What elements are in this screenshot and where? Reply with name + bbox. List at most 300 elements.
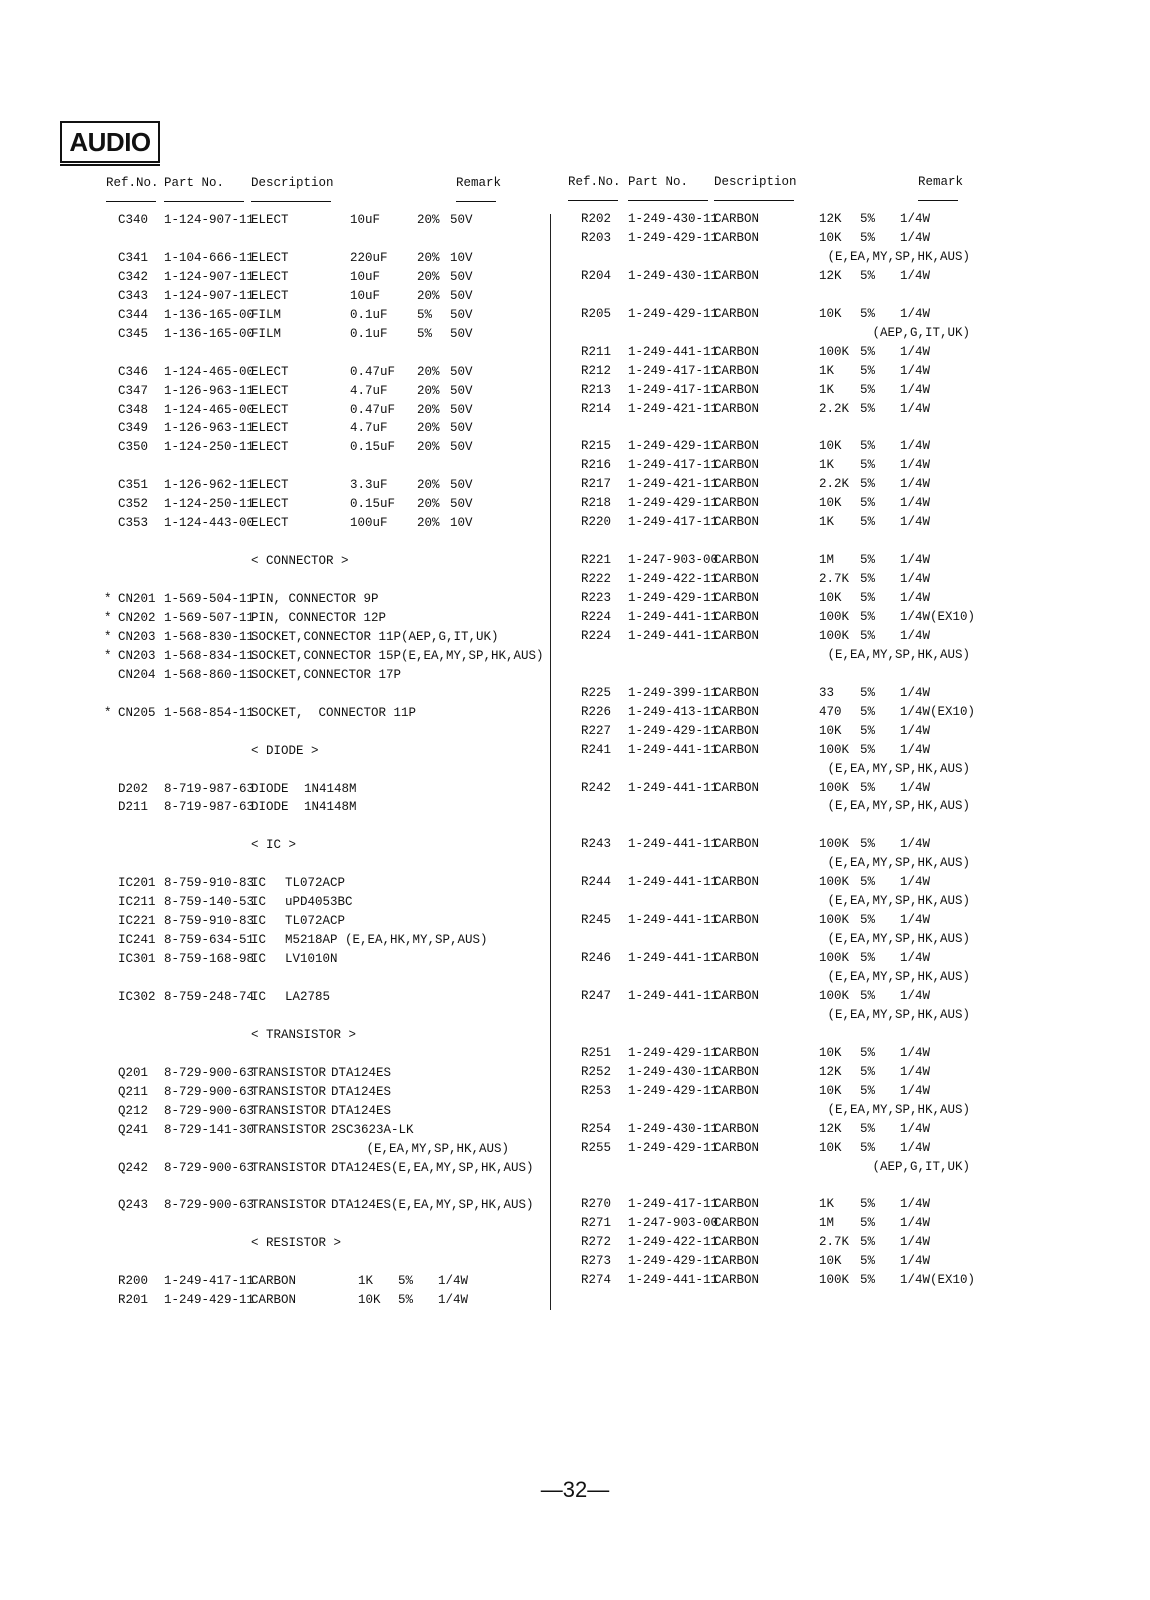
rating: 50V (450, 213, 473, 227)
category-heading: < RESISTOR > (251, 1236, 342, 1251)
description: CARBON (714, 363, 760, 378)
category-heading: < TRANSISTOR > (251, 1027, 357, 1042)
description: TRANSISTOR (251, 1103, 327, 1118)
ref-no: IC301 (118, 952, 156, 967)
tolerance: 5% (860, 458, 876, 473)
description: SOCKET,CONNECTOR 17P (251, 667, 402, 682)
rating: 1/4W(EX10) (900, 1273, 976, 1288)
category-heading: < DIODE > (251, 743, 319, 758)
value: 100K (819, 780, 850, 795)
model: LA2785 (285, 989, 331, 1004)
value: 2.7K (819, 1235, 850, 1250)
ref-no: CN203 (118, 629, 156, 644)
ref-no: IC211 (118, 895, 156, 910)
region-note: (E,EA,MY,SP,HK,AUS) (827, 799, 970, 814)
rating: 1/4W (900, 268, 931, 283)
region-note: (E,EA,MY,SP,HK,AUS) (827, 856, 970, 871)
ref-no: C345 (118, 326, 149, 341)
part-no: 1-124-465-00 (164, 364, 255, 379)
rating: 10V (450, 516, 473, 531)
part-row (0, 1252, 1150, 1271)
right-header-underline-part (628, 200, 708, 201)
part-no: 1-247-903-00 (628, 1216, 719, 1231)
part-no: 1-249-429-11 (628, 496, 719, 511)
value: 33 (819, 685, 835, 700)
tolerance: 5% (398, 1293, 414, 1308)
left-header-ref: Ref.No. (106, 176, 159, 190)
left-header-remark: Remark (456, 176, 502, 190)
ref-no: Q201 (118, 1065, 149, 1080)
description: ELECT (251, 440, 289, 455)
description: CARBON (714, 1216, 760, 1231)
description: CARBON (714, 704, 760, 719)
description: FILM (251, 307, 282, 322)
ref-no: R215 (581, 439, 612, 454)
ref-no: D202 (118, 781, 149, 796)
ref-no: R222 (581, 572, 612, 587)
part-row (0, 1082, 1150, 1101)
model: LV1010N (285, 952, 338, 967)
ref-no: R254 (581, 1121, 612, 1136)
model: DTA124ES (331, 1103, 392, 1118)
description: CARBON (714, 212, 760, 226)
tolerance: 5% (860, 685, 876, 700)
value: 0.1uF (350, 307, 388, 322)
rating: 1/4W (438, 1293, 469, 1308)
ref-no: R221 (581, 553, 612, 568)
description: CARBON (714, 496, 760, 511)
part-no: 1-124-250-11 (164, 497, 255, 512)
description: CARBON (714, 780, 760, 795)
part-no: 1-126-963-11 (164, 383, 255, 398)
description: ELECT (251, 250, 289, 265)
part-row (0, 627, 1150, 646)
part-no: 1-249-430-11 (628, 268, 719, 283)
tolerance: 20% (417, 250, 440, 265)
rating: 50V (450, 307, 473, 322)
tolerance: 20% (417, 421, 440, 436)
part-row (0, 1120, 1150, 1139)
ref-no: R255 (581, 1140, 612, 1155)
ref-no: C341 (118, 250, 149, 265)
ref-no: C343 (118, 288, 149, 303)
rating: 1/4W (900, 1197, 931, 1212)
tolerance: 5% (860, 875, 876, 890)
value: 10uF (350, 213, 381, 227)
description: SOCKET, CONNECTOR 11P (251, 705, 417, 720)
value: 0.15uF (350, 440, 396, 455)
tolerance: 20% (417, 213, 440, 227)
ref-no: R242 (581, 780, 612, 795)
rating: 1/4W (900, 439, 931, 454)
tolerance: 5% (860, 1197, 876, 1212)
part-row (0, 325, 1150, 344)
part-no: 1-247-903-00 (628, 553, 719, 568)
tolerance: 5% (860, 951, 876, 966)
rating: 1/4W (900, 1064, 931, 1079)
ref-no: R201 (118, 1293, 149, 1308)
tolerance: 5% (860, 306, 876, 321)
region-note: (E,EA,MY,SP,HK,AUS) (827, 647, 970, 662)
part-no: 1-249-430-11 (628, 212, 719, 226)
tolerance: 5% (860, 496, 876, 511)
value: 4.7uF (350, 383, 388, 398)
rating: 1/4W (900, 458, 931, 473)
value: 12K (819, 268, 842, 283)
tolerance: 5% (860, 704, 876, 719)
value: 10K (819, 439, 842, 454)
rating: 1/4W (900, 363, 931, 378)
tolerance: 5% (860, 1083, 876, 1098)
part-no: 1-249-441-11 (628, 837, 719, 852)
ref-no: C352 (118, 497, 149, 512)
part-no: 8-729-900-63 (164, 1198, 255, 1213)
part-row (0, 647, 1150, 666)
ref-no: C347 (118, 383, 149, 398)
description: TRANSISTOR (251, 1160, 327, 1175)
part-row (0, 381, 1150, 400)
description: ELECT (251, 269, 289, 284)
rating: 1/4W (900, 837, 931, 852)
part-row (0, 949, 1150, 968)
model: DTA124ES(E,EA,MY,SP,HK,AUS) (331, 1198, 534, 1213)
ref-no: R274 (581, 1273, 612, 1288)
part-row (0, 475, 1150, 494)
tolerance: 5% (860, 1064, 876, 1079)
rating: 1/4W (900, 212, 931, 226)
rating: 50V (450, 478, 473, 493)
description: ELECT (251, 288, 289, 303)
tolerance: 5% (860, 363, 876, 378)
part-no: 8-759-910-83 (164, 914, 255, 929)
ref-no: R211 (581, 344, 612, 359)
model: M5218AP (E,EA,HK,MY,SP,AUS) (285, 933, 488, 948)
part-row (0, 1291, 1150, 1310)
right-header-part: Part No. (628, 175, 689, 189)
part-no: 1-249-422-11 (628, 1235, 719, 1250)
part-row (0, 551, 1150, 570)
part-row (0, 589, 1150, 608)
part-no: 1-249-399-11 (628, 685, 719, 700)
ref-no: R241 (581, 742, 612, 757)
part-row (0, 931, 1150, 950)
part-no: 1-249-441-11 (628, 988, 719, 1003)
part-row (0, 703, 1150, 722)
part-no: 8-729-141-30 (164, 1122, 255, 1137)
description: CARBON (714, 875, 760, 890)
rating: 1/4W (900, 515, 931, 530)
ref-no: R218 (581, 496, 612, 511)
ref-no: Q211 (118, 1084, 149, 1099)
part-row (0, 400, 1150, 419)
part-row (0, 494, 1150, 513)
part-no: 1-249-441-11 (628, 913, 719, 928)
part-no: 1-569-504-11 (164, 592, 255, 606)
part-row (0, 1271, 1150, 1290)
category-heading: < IC > (251, 838, 297, 853)
ref-no: Q241 (118, 1122, 149, 1137)
part-row (0, 911, 1150, 930)
value: 100K (819, 742, 850, 757)
tolerance: 5% (860, 837, 876, 852)
description: CARBON (714, 306, 760, 321)
part-row (0, 835, 1150, 854)
value: 2.2K (819, 477, 850, 492)
rating: 10V (450, 250, 473, 265)
part-row (0, 570, 1150, 589)
part-no: 1-136-165-00 (164, 326, 255, 341)
rating: 1/4W (900, 591, 931, 605)
description: CARBON (714, 230, 760, 245)
part-row (0, 1063, 1150, 1082)
part-row (0, 1102, 1150, 1121)
value: 10K (819, 230, 842, 245)
part-row (0, 779, 1150, 798)
part-row (0, 249, 1150, 268)
ref-no: R223 (581, 591, 612, 605)
description: CARBON (714, 837, 760, 852)
ref-no: Q243 (118, 1198, 149, 1213)
part-no: 1-249-429-11 (628, 1140, 719, 1155)
part-no: 1-124-250-11 (164, 440, 255, 455)
value: 220uF (350, 250, 388, 265)
value: 100K (819, 628, 850, 643)
part-no: 1-136-165-00 (164, 307, 255, 322)
category-heading: < CONNECTOR > (251, 554, 349, 569)
value: 1M (819, 1216, 835, 1231)
value: 1K (819, 382, 835, 397)
part-no: 1-249-417-11 (628, 1197, 719, 1212)
tolerance: 5% (860, 268, 876, 283)
rating: 1/4W (900, 1045, 931, 1060)
value: 12K (819, 1121, 842, 1136)
description: TRANSISTOR (251, 1198, 327, 1213)
value: 1K (819, 458, 835, 473)
ref-no: CN201 (118, 592, 156, 606)
tolerance: 5% (860, 723, 876, 738)
rating: 1/4W (900, 780, 931, 795)
part-no: 1-569-507-11 (164, 610, 255, 625)
rating: 1/4W (438, 1274, 469, 1289)
tolerance: 5% (860, 212, 876, 226)
description: CARBON (714, 439, 760, 454)
tolerance: 20% (417, 402, 440, 417)
ref-no: R244 (581, 875, 612, 890)
part-no: 1-249-441-11 (628, 1273, 719, 1288)
part-no: 8-719-987-63 (164, 781, 255, 796)
tolerance: 20% (417, 497, 440, 512)
value: 10K (819, 1083, 842, 1098)
description: CARBON (714, 572, 760, 587)
description: IC (251, 895, 267, 910)
ref-no: IC302 (118, 989, 156, 1004)
part-no: 8-729-900-63 (164, 1084, 255, 1099)
part-row (0, 437, 1150, 456)
description: CARBON (714, 951, 760, 966)
mark-asterisk: * (104, 629, 112, 644)
tolerance: 20% (417, 478, 440, 493)
value: 100K (819, 837, 850, 852)
value: 100K (819, 344, 850, 359)
tolerance: 5% (860, 1254, 876, 1269)
description: IC (251, 933, 267, 948)
rating: 1/4W (900, 685, 931, 700)
value: 2.7K (819, 572, 850, 587)
rating: 1/4W (900, 742, 931, 757)
tolerance: 5% (860, 382, 876, 397)
rating: 50V (450, 383, 473, 398)
ref-no: CN204 (118, 667, 156, 682)
description: IC (251, 952, 267, 967)
part-no: 1-249-429-11 (164, 1293, 255, 1308)
part-row (0, 722, 1150, 741)
description: CARBON (714, 685, 760, 700)
ref-no: R224 (581, 609, 612, 624)
ref-no: R246 (581, 951, 612, 966)
rating: 1/4W (900, 1254, 931, 1269)
description: CARBON (714, 988, 760, 1003)
part-no: 8-759-168-98 (164, 952, 255, 967)
part-no: 1-568-860-11 (164, 667, 255, 682)
tolerance: 5% (860, 913, 876, 928)
region-note: (E,EA,MY,SP,HK,AUS) (827, 249, 970, 264)
part-no: 1-124-907-11 (164, 269, 255, 284)
part-no: 1-249-417-11 (628, 515, 719, 530)
tolerance: 5% (860, 401, 876, 416)
part-row (0, 343, 1150, 362)
ref-no: R216 (581, 458, 612, 473)
ref-no: C346 (118, 364, 149, 379)
part-no: 1-249-429-11 (628, 1083, 719, 1098)
region-note: (E,EA,MY,SP,HK,AUS) (827, 970, 970, 984)
tolerance: 5% (860, 988, 876, 1003)
part-no: 1-249-441-11 (628, 780, 719, 795)
ref-no: CN205 (118, 705, 156, 720)
description: CARBON (714, 1197, 760, 1212)
value: 0.47uF (350, 402, 396, 417)
description: TRANSISTOR (251, 1122, 327, 1137)
ref-no: C349 (118, 421, 149, 436)
ref-no: R225 (581, 685, 612, 700)
description: FILM (251, 326, 282, 341)
ref-no: IC201 (118, 876, 156, 891)
ref-no: R251 (581, 1045, 612, 1060)
description: CARBON (714, 1121, 760, 1136)
ref-no: R270 (581, 1197, 612, 1212)
tolerance: 20% (417, 383, 440, 398)
rating: 1/4W (900, 230, 931, 245)
ref-no: R217 (581, 477, 612, 492)
ref-no: CN203 (118, 648, 156, 663)
ref-no: R212 (581, 363, 612, 378)
rating: 1/4W (900, 1083, 931, 1098)
left-header-underline-ref (106, 201, 156, 202)
part-no: 8-719-987-63 (164, 800, 255, 815)
rating: 1/4W (900, 951, 931, 966)
rating: 50V (450, 497, 473, 512)
region-note: (E,EA,MY,SP,HK,AUS) (827, 932, 970, 947)
value: 100K (819, 875, 850, 890)
tolerance: 5% (860, 742, 876, 757)
value: 0.1uF (350, 326, 388, 341)
description: CARBON (714, 553, 760, 568)
value: 12K (819, 212, 842, 226)
part-no: 1-124-907-11 (164, 213, 255, 227)
left-header-underline-desc (251, 201, 331, 202)
rating: 1/4W (900, 1235, 931, 1250)
tolerance: 5% (860, 344, 876, 359)
tolerance: 5% (860, 572, 876, 587)
region-note: (AEP,G,IT,UK) (872, 325, 970, 340)
description: DIODE (251, 800, 289, 815)
part-row (0, 456, 1150, 475)
ref-no: R243 (581, 837, 612, 852)
tolerance: 20% (417, 288, 440, 303)
value: 10K (819, 591, 842, 605)
model: TL072ACP (285, 914, 346, 929)
ref-no: R214 (581, 401, 612, 416)
part-row (0, 1195, 1150, 1214)
ref-no: R205 (581, 306, 612, 321)
part-no: 1-249-441-11 (628, 609, 719, 624)
description: CARBON (714, 515, 760, 530)
right-header-underline-ref (568, 200, 618, 201)
rating: 50V (450, 364, 473, 379)
part-row (0, 513, 1150, 532)
description: CARBON (714, 1083, 760, 1098)
part-no: 1-249-422-11 (628, 572, 719, 587)
tolerance: 20% (417, 516, 440, 531)
model: 2SC3623A-LK (331, 1122, 414, 1137)
tolerance: 5% (860, 780, 876, 795)
ref-no: CN202 (118, 610, 156, 625)
description: DIODE (251, 781, 289, 796)
ref-no: R273 (581, 1254, 612, 1269)
description: ELECT (251, 213, 289, 227)
ref-no: R252 (581, 1064, 612, 1079)
description: CARBON (714, 723, 760, 738)
tolerance: 5% (417, 326, 433, 341)
rating: 50V (450, 440, 473, 455)
value: 3.3uF (350, 478, 388, 493)
part-no: 1-126-962-11 (164, 478, 255, 493)
ref-no: C340 (118, 213, 149, 227)
description: IC (251, 914, 267, 929)
description: CARBON (714, 1140, 760, 1155)
part-row (0, 267, 1150, 286)
tolerance: 5% (860, 609, 876, 624)
part-row (0, 1233, 1150, 1252)
part-no: 1-568-830-11 (164, 629, 255, 644)
part-no: 1-249-441-11 (628, 951, 719, 966)
ref-no: R253 (581, 1083, 612, 1098)
part-row (0, 1214, 1150, 1233)
description: CARBON (714, 1235, 760, 1250)
model: DTA124ES (331, 1065, 392, 1080)
rating: 1/4W (900, 496, 931, 511)
tolerance: 5% (860, 439, 876, 454)
left-header-underline-part (164, 201, 244, 202)
part-row (0, 305, 1150, 324)
description: CARBON (714, 609, 760, 624)
tolerance: 20% (417, 440, 440, 455)
model: DTA124ES (331, 1084, 392, 1099)
part-no: 1-249-429-11 (628, 439, 719, 454)
description: TRANSISTOR (251, 1065, 327, 1080)
value: 1K (819, 363, 835, 378)
part-no: 1-124-443-00 (164, 516, 255, 531)
right-header-underline-desc (714, 200, 794, 201)
